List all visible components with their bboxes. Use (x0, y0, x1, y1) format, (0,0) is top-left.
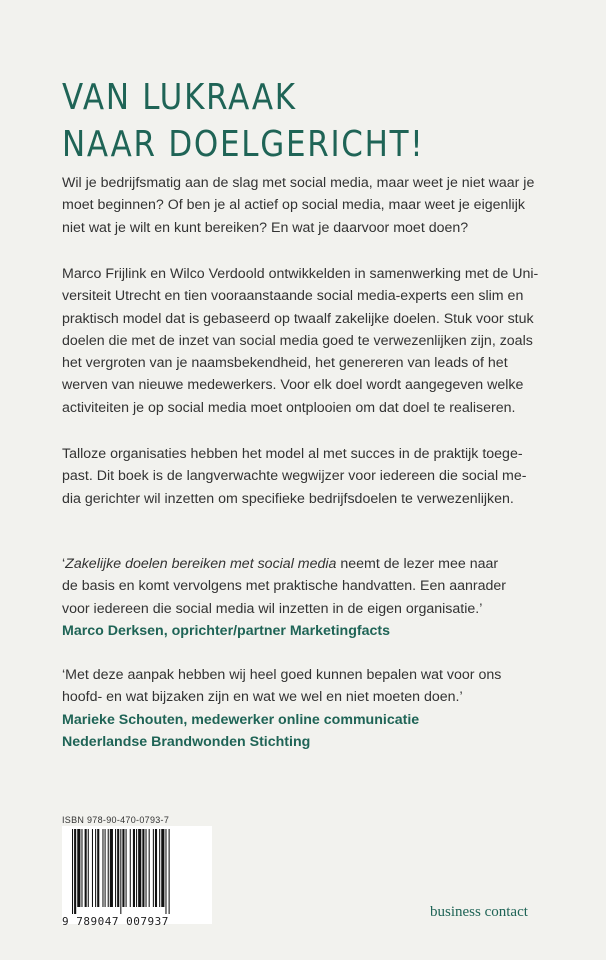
headline (62, 74, 424, 168)
barcode-bar (142, 829, 144, 907)
barcode-bar (169, 829, 170, 914)
isbn-label: ISBN 978-90-470-0793-7 (62, 815, 170, 825)
testimonial-schouten (62, 664, 550, 753)
quote-line (62, 553, 550, 575)
barcode-bar (95, 829, 96, 907)
intro-paragraph (62, 172, 550, 239)
quote-attribution: Marco Derksen, oprichter/partner Marketingfacts (62, 622, 390, 639)
barcode-bar (130, 829, 131, 907)
quote-line: de basis en komt vervolgens met praktische handvatten. Een aanrader (62, 578, 507, 595)
text-line: versiteit Utrecht en tien vooraanstaande social media-experts een slim en (62, 288, 524, 305)
barcode-bar (159, 829, 160, 907)
barcode-bar (146, 829, 147, 907)
barcode-bar (74, 829, 76, 914)
barcode-bar (102, 829, 103, 907)
barcode-bar (85, 829, 87, 907)
barcode-bar (136, 829, 137, 907)
model-paragraph (62, 263, 550, 419)
barcode-graphic (70, 829, 208, 914)
text-line: Talloze organisaties hebben het model al met succes in de praktijk toege- (62, 446, 523, 462)
text-line: niet wat je wilt en kunt bereiken? En wat je daarvoor moet doen? (62, 219, 469, 236)
text-line: moet beginnen? Of ben je al actief op social media, maar weet je eigenlijk (62, 197, 525, 214)
quote-open-mark: ‘ (62, 556, 66, 572)
publisher-logo: business contact (430, 904, 528, 920)
barcode-bar (77, 829, 80, 907)
book-title: Zakelijke doelen bereiken met social media (65, 556, 337, 572)
barcode-bar (72, 829, 73, 914)
barcode-bar (105, 829, 106, 907)
barcode-bar (92, 829, 93, 907)
text-line: Marco Frijlink en Wilco Verdoold ontwikkelden in samenwerking met de Uni- (62, 266, 539, 282)
quote-line: ‘Met deze aanpak hebben wij heel goed kunnen bepalen wat voor ons (62, 667, 502, 683)
text-line: praktisch model dat is gebaseerd op twaalf zakelijke doelen. Stuk voor stuk (62, 310, 534, 327)
text-line: dia gerichter wil inzetten om specifieke bedrijfsdoelen te verwezenlijken. (62, 490, 514, 507)
barcode-bar (115, 829, 116, 907)
quote-attribution-organisation: Nederlandse Brandwonden Stichting (62, 733, 311, 750)
barcode-bar (161, 829, 164, 907)
barcode-bar (120, 829, 121, 914)
quote-line-rest: neemt de lezer mee naar (336, 556, 499, 572)
barcode-bar (126, 829, 127, 907)
quote-attribution: Marieke Schouten, medewerker online communicatie (62, 711, 420, 728)
quote-line: hoofd- en wat bijzaken zijn en wat we wel en niet moeten doen.’ (62, 689, 463, 706)
barcode-bar (153, 829, 154, 907)
barcode-bar (149, 829, 150, 907)
quote-line: voor iedereen die social media wil inzetten in de eigen organisatie.’ (62, 600, 483, 617)
barcode-bar (133, 829, 135, 907)
barcode-bar (138, 829, 141, 907)
text-line: Wil je bedrijfsmatig aan de slag met social media, maar weet je niet waar je (62, 175, 535, 191)
headline-line-1: VAN LUKRAAK (62, 77, 297, 118)
barcode (62, 826, 212, 924)
barcode-bar (97, 829, 99, 907)
barcode-bar (165, 829, 166, 914)
text-line: past. Dit boek is de langverwachte wegwijzer voor iedereen die social me- (62, 468, 527, 485)
text-line: activiteiten je op social media moet ontplooien om dat doel te realiseren. (62, 399, 516, 416)
barcode-bar (108, 829, 109, 907)
headline-line-2: NAAR DOELGERICHT! (62, 124, 425, 165)
organisations-paragraph (62, 443, 550, 510)
barcode-bar (122, 829, 124, 907)
barcode-bar (81, 829, 82, 907)
barcode-bar (155, 829, 157, 907)
barcode-bar (88, 829, 89, 907)
testimonial-derksen (62, 553, 550, 642)
barcode-number: 9 789047 007937 (62, 915, 169, 928)
text-line: werven van nieuwe medewerkers. Voor elk doel wordt aangegeven welke (62, 377, 524, 394)
barcode-bar (110, 829, 113, 907)
text-line: het vergroten van je naamsbekendheid, het genereren van leads of het (62, 355, 508, 372)
barcode-bar (117, 829, 119, 907)
text-line: doelen die met de inzet van social media goed te verwezenlijken zijn, zoals (62, 332, 533, 349)
